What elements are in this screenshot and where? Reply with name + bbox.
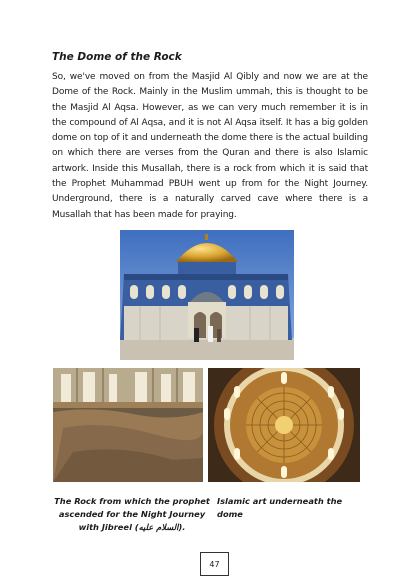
body-paragraph: So, we've moved on from the Masjid Al Qibly and now we are at the Dome of the Rock. Mainly in the Muslim ummah, this is thought to be the Masjid Al Aqsa. However, as we can very much remember it is in the compound of Al Aqsa, and it is not Al Aqsa itself. It has a big golden dome on top of it and underneath the dome there is the actual building on which there are verses from the Quran and there is also Islamic artwork. Inside this Musallah, there is a rock from which it is said that the Prophet Muhammad PBUH went up from for the Night Journey. Underground, there is a naturally carved cave where there is a Musallah that has been made for praying. [52,72,368,220]
dome-of-the-rock-photo [120,230,294,360]
caption-the-rock: The Rock from which the prophet ascended for the Night Journey with Jibreel (السلام عليه). [54,496,210,532]
dome-interior-photo [208,368,360,482]
page-number: 47 [200,552,229,576]
caption-islamic-art: Islamic art underneath the dome [217,496,343,519]
the-rock-photo [53,368,203,482]
section-heading: The Dome of the Rock [52,51,182,63]
